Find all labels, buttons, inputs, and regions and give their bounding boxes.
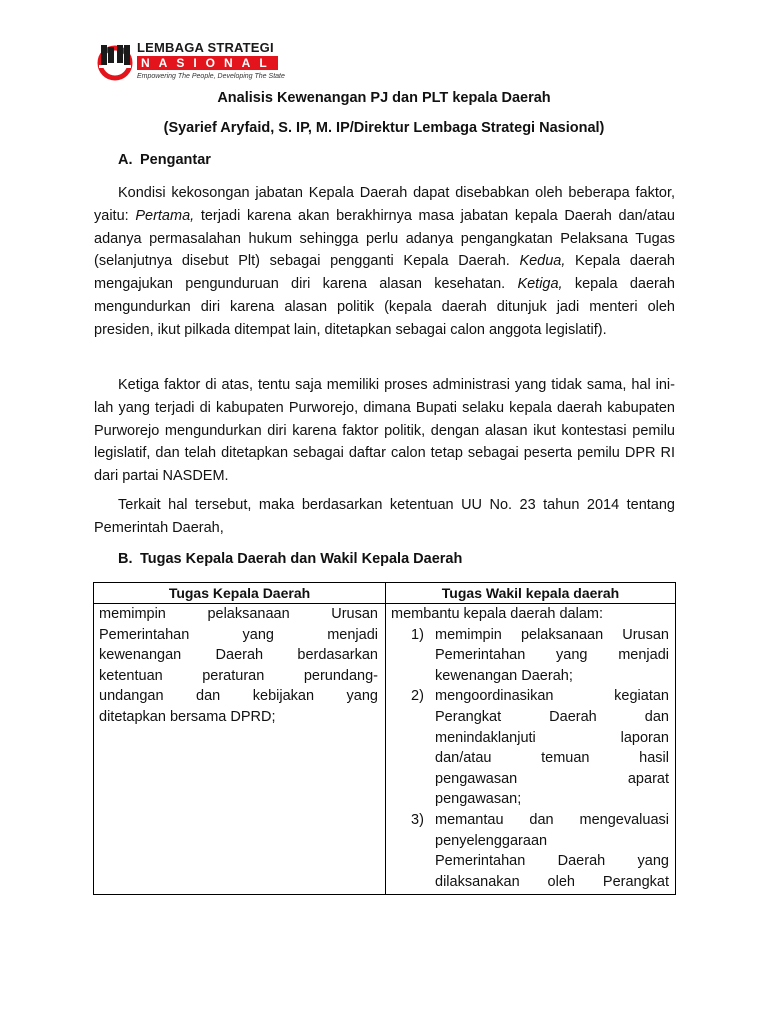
- para3-text: Terkait hal tersebut, maka berdasarkan ketentuan UU No. 23 tahun 2014 tentang Pemerintah Daerah,: [94, 497, 675, 536]
- list-item-line: memimpin pelaksanaan Urusan: [435, 626, 669, 643]
- list-item-line: Perangkat Daerah dan: [435, 708, 669, 725]
- list-item-line: pengawasan aparat: [435, 770, 669, 787]
- cell-line: undangan dan kebijakan yang: [99, 688, 378, 705]
- paragraph-law: [94, 494, 675, 540]
- list-item-line: dan/atau temuan hasil: [435, 750, 669, 767]
- cell-line: kewenangan Daerah berdasarkan: [99, 647, 378, 664]
- para1-emphasis-3: Ketiga,: [517, 276, 563, 293]
- list-item-line: menindaklanjuti laporan: [435, 729, 669, 746]
- logo-name-line2: NASIONAL: [137, 56, 278, 70]
- para1-text-4: kepala daerah mengundurkan diri karena alasan politik (kepala daerah ditunjuk jadi menteri oleh presiden, ikut pilkada ditempat lain, ditetapkan sebagai calon anggota legislatif).: [94, 276, 675, 338]
- document-title: Analisis Kewenangan PJ dan PLT kepala Daerah: [217, 90, 551, 106]
- logo-name-line1: LEMBAGA STRATEGI: [137, 40, 274, 55]
- section-b-label: Tugas Kepala Daerah dan Wakil Kepala Daerah: [140, 551, 463, 567]
- list-item-line: Pemerintahan yang menjadi: [435, 647, 669, 664]
- para1-text-2: terjadi karena akan berakhirnya masa jabatan kepala Daerah dan/atau adanya permasalahan hukum sehingga perlu adanya pengangkatan Pelaksana Tugas (selanjutnya disebut Plt) sebagai pengganti Kepala Daerah.: [94, 207, 675, 270]
- wakil-duties-list: [391, 625, 669, 893]
- para1-text-1: Kondisi kekosongan jabatan Kepala Daerah dapat disebabkan oleh beberapa faktor, yaitu:: [94, 185, 675, 224]
- list-item-line: Pemerintahan Daerah yang: [435, 853, 669, 870]
- table-cell-kepala-duties: [99, 604, 378, 728]
- cell-line: memimpin pelaksanaan Urusan: [99, 606, 378, 622]
- list-item-line: memantau dan mengevaluasi: [435, 811, 669, 828]
- table-cell-wakil-duties: [391, 604, 669, 892]
- logo-tagline: Empowering The People, Developing The State: [137, 73, 285, 80]
- paragraph-factors: [94, 182, 675, 342]
- table-header-kepala: Tugas Kepala Daerah: [94, 583, 385, 604]
- list-item-number: 1): [411, 626, 424, 643]
- list-item-line: kewenangan Daerah;: [435, 667, 573, 684]
- list-item-number: 2): [411, 688, 424, 705]
- list-item: [391, 810, 669, 892]
- table-header-wakil: Tugas Wakil kepala daerah: [386, 583, 675, 604]
- section-b-heading: [118, 551, 462, 567]
- list-item-line: mengoordinasikan kegiatan: [435, 688, 669, 705]
- para1-text-3: Kepala daerah mengajukan pengunduruan diri karena alasan kesehatan.: [94, 253, 675, 293]
- list-item-line: penyelenggaraan: [435, 832, 548, 849]
- para1-emphasis-2: Kedua,: [519, 253, 566, 270]
- list-item: [391, 625, 669, 687]
- list-item-number: 3): [411, 811, 424, 828]
- list-item-line: pengawasan;: [435, 791, 522, 808]
- organization-logo: [95, 41, 285, 85]
- paragraph-purworejo: [94, 374, 675, 488]
- duties-table: [93, 582, 676, 895]
- list-item-line: dilaksanakan oleh Perangkat: [435, 873, 669, 890]
- list-item: [391, 686, 669, 810]
- wakil-intro: membantu kepala daerah dalam:: [391, 606, 603, 622]
- cell-line: ditetapkan bersama DPRD;: [99, 708, 276, 725]
- cell-line: Pemerintahan yang menjadi: [99, 626, 378, 643]
- section-a-number: A.: [118, 152, 133, 168]
- para1-emphasis-1: Pertama,: [135, 207, 195, 224]
- para2-text: Ketiga faktor di atas, tentu saja memiliki proses administrasi yang tidak sama, hal ini-lah yang terjadi di kabupaten Purworejo, dimana Bupati selaku kepala daerah kabupaten Purworejo mengundurkan diri karena faktor politik, dengan alasan ikut kontestasi pemilu legislatif, dan telah ditetapkan sebagai daftar calon tetap sebagai peserta pemilu DPR RI dari partai NASDEM.: [94, 377, 675, 485]
- cell-line: ketentuan peraturan perundang-: [99, 667, 378, 684]
- section-b-number: B.: [118, 551, 133, 567]
- lsn-logo-icon: [95, 41, 135, 81]
- section-a-label: Pengantar: [140, 152, 211, 168]
- table-column-divider: [385, 583, 386, 894]
- document-author: (Syarief Aryfaid, S. IP, M. IP/Direktur Lembaga Strategi Nasional): [163, 120, 605, 136]
- section-a-heading: [118, 152, 211, 168]
